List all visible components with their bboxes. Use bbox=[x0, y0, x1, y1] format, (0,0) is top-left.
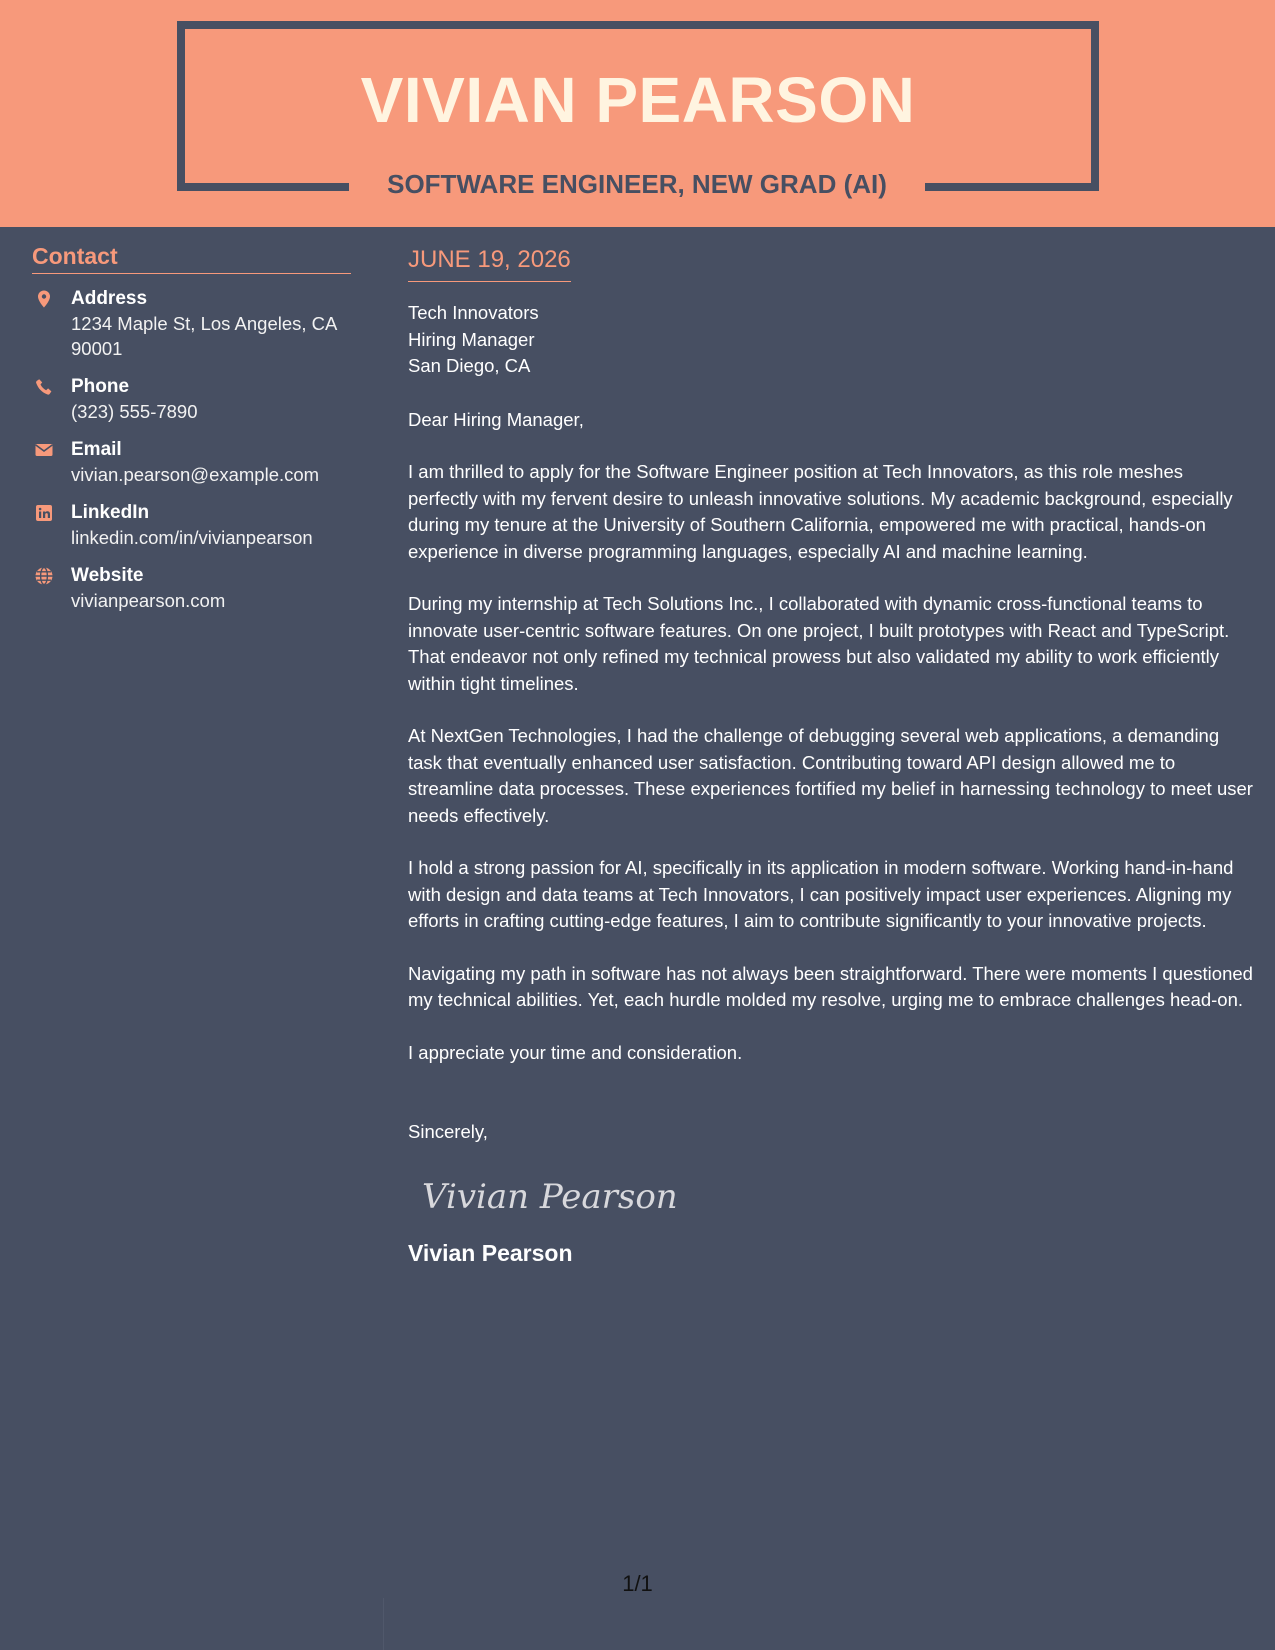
letter-paragraph: I hold a strong passion for AI, specifically in its application in modern software. Working hand-in-hand with design and data teams at Tech Innovators, I can positively impact user experiences. Aligning my efforts in crafting cutting-edge features, I aim to contribute significantly to your innovative projects. bbox=[408, 857, 1234, 931]
signature-text: Vivian Pearson bbox=[422, 1176, 678, 1217]
signer-name: Vivian Pearson bbox=[408, 1239, 573, 1266]
contact-item-linkedin bbox=[32, 500, 351, 550]
linkedin-value[interactable]: linkedin.com/in/vivianpearson bbox=[71, 527, 313, 548]
handwritten-signature bbox=[418, 1170, 678, 1220]
phone-icon bbox=[34, 377, 54, 397]
phone-value[interactable]: (323) 555-7890 bbox=[71, 401, 198, 422]
contact-heading: Contact bbox=[32, 241, 351, 274]
contact-list bbox=[32, 286, 351, 613]
closing: Sincerely, bbox=[408, 1121, 488, 1142]
applicant-name: VIVIAN PEARSON bbox=[360, 64, 916, 136]
recipient-location: San Diego, CA bbox=[408, 355, 531, 376]
contact-label: Email bbox=[71, 439, 122, 460]
envelope-icon bbox=[34, 440, 54, 460]
contact-label: Phone bbox=[71, 376, 130, 397]
letter-paragraph: At NextGen Technologies, I had the challenge of debugging several web applications, a demanding task that eventually enhanced user satisfaction. Contributing toward API design allowed me to streamline data processes. These experiences fortified my belief in harnessing technology to meet user needs effectively. bbox=[408, 725, 1253, 826]
contact-item-address bbox=[32, 286, 351, 361]
letter-paragraph: I appreciate your time and consideration. bbox=[408, 1041, 743, 1063]
frame-bottom-left bbox=[177, 183, 349, 191]
frame-bottom-right bbox=[925, 183, 1099, 191]
map-pin-icon bbox=[34, 289, 54, 309]
letter-paragraph: I am thrilled to apply for the Software Engineer position at Tech Innovators, as this role meshes perfectly with my fervent desire to unleash innovative solutions. My academic background, especially during my tenure at the University of Southern California, empowered me with practical, hands-on experience in diverse programming languages, especially AI and machine learning. bbox=[408, 461, 1233, 562]
recipient-company: Tech Innovators bbox=[408, 302, 539, 323]
recipient-title: Hiring Manager bbox=[408, 328, 535, 350]
email-value[interactable]: vivian.pearson@example.com bbox=[71, 464, 320, 485]
header-banner bbox=[0, 0, 1275, 227]
job-title: SOFTWARE ENGINEER, NEW GRAD (AI) bbox=[387, 169, 887, 199]
contact-sidebar bbox=[32, 241, 351, 626]
letter-date: JUNE 19, 2026 bbox=[408, 245, 571, 282]
recipient-block bbox=[408, 300, 1253, 380]
letter-body bbox=[408, 245, 1253, 1268]
salutation: Dear Hiring Manager, bbox=[408, 408, 584, 430]
contact-item-website bbox=[32, 563, 351, 613]
address-value: 1234 Maple St, Los Angeles, CA 90001 bbox=[71, 313, 337, 359]
column-divider bbox=[383, 1598, 384, 1650]
page-number: 1/1 bbox=[622, 1571, 653, 1596]
globe-icon bbox=[34, 566, 54, 586]
contact-label: LinkedIn bbox=[71, 502, 150, 523]
website-value[interactable]: vivianpearson.com bbox=[71, 590, 226, 611]
letter-paragraph: Navigating my path in software has not always been straightforward. There were moments I questioned my technical abilities. Yet, each hurdle molded my resolve, urging me to embrace challenges head-on. bbox=[408, 962, 1253, 1010]
contact-label: Address bbox=[71, 288, 148, 309]
linkedin-icon bbox=[34, 503, 54, 523]
contact-item-email bbox=[32, 437, 351, 487]
letter-paragraph: During my internship at Tech Solutions Inc., I collaborated with dynamic cross-functional teams to innovate user-centric software features. On one project, I built prototypes with React and TypeScript. That endeavor not only refined my technical prowess but also validated my ability to work efficiently within tight timelines. bbox=[408, 593, 1230, 694]
contact-item-phone bbox=[32, 374, 351, 424]
contact-label: Website bbox=[71, 565, 144, 586]
